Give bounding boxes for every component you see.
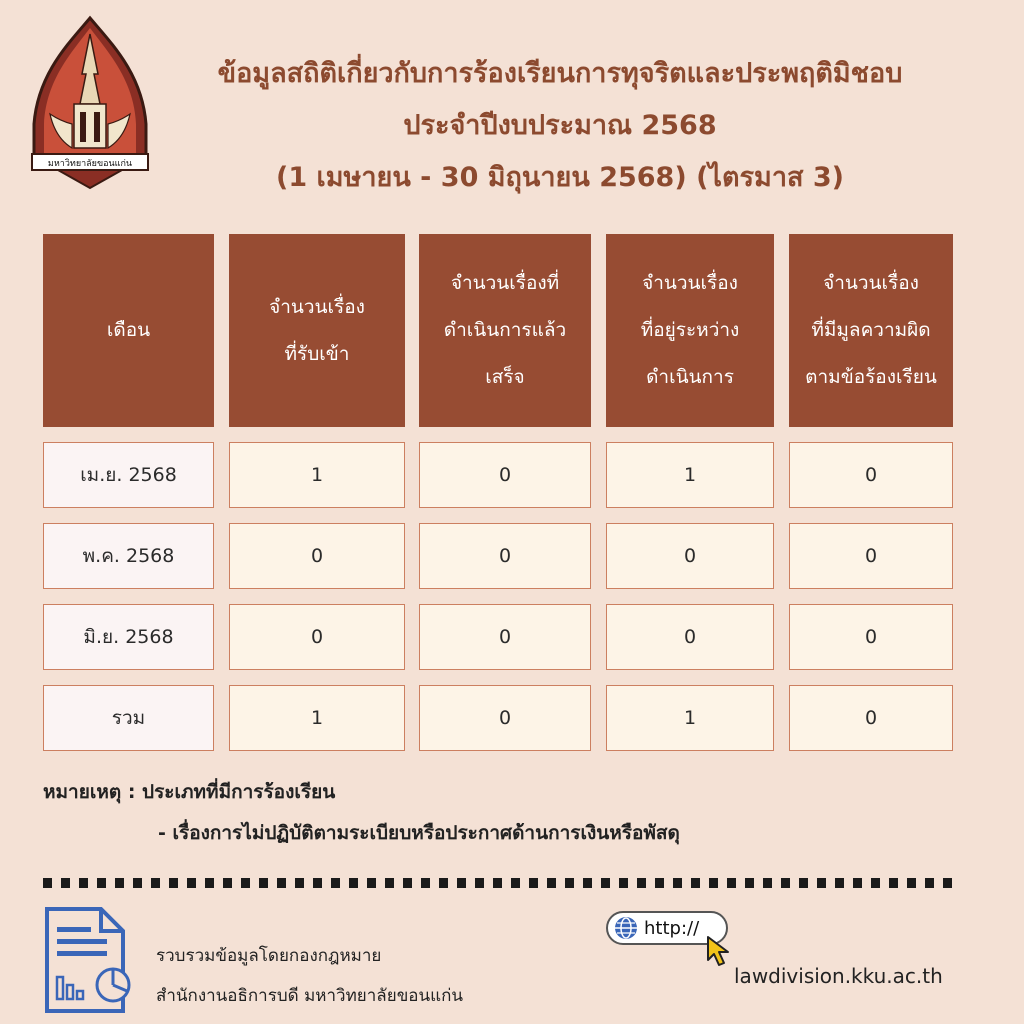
cursor-arrow-icon <box>705 934 735 968</box>
table-cell-completed: 0 <box>419 523 591 589</box>
footer-compiled-by: รวบรวมข้อมูลโดยกองกฎหมาย <box>156 946 382 966</box>
http-text: http:// <box>644 917 700 939</box>
title-line-1: ข้อมูลสถิติเกี่ยวกับการร้องเรียนการทุจริตและประพฤติมิชอบ <box>217 58 903 89</box>
table-cell-total-label: รวม <box>43 685 214 751</box>
footer-office: สำนักงานอธิการบดี มหาวิทยาลัยขอนแก่น <box>156 986 464 1006</box>
header-month: เดือน <box>43 234 214 427</box>
header-in-progress: จำนวนเรื่อง ที่อยู่ระหว่าง ดำเนินการ <box>606 234 774 427</box>
table-cell-in-progress: 0 <box>606 523 774 589</box>
note-item: - เรื่องการไม่ปฏิบัติตามระเบียบหรือประกาศด้านการเงินหรือพัสดุ <box>158 822 680 844</box>
table-cell-total-received: 1 <box>229 685 405 751</box>
globe-icon <box>614 916 638 940</box>
table-cell-total-completed: 0 <box>419 685 591 751</box>
table-cell-substantiated: 0 <box>789 523 953 589</box>
table-cell-completed: 0 <box>419 604 591 670</box>
university-seal-logo <box>28 14 152 190</box>
table-cell-completed: 0 <box>419 442 591 508</box>
table-cell-received: 0 <box>229 523 405 589</box>
page-title <box>170 48 950 204</box>
table-cell-in-progress: 1 <box>606 442 774 508</box>
table-cell-month: มิ.ย. 2568 <box>43 604 214 670</box>
table-cell-month: พ.ค. 2568 <box>43 523 214 589</box>
table-cell-substantiated: 0 <box>789 604 953 670</box>
table-cell-month: เม.ย. 2568 <box>43 442 214 508</box>
table-cell-in-progress: 0 <box>606 604 774 670</box>
logo-caption: มหาวิทยาลัยขอนแก่น <box>47 159 133 169</box>
title-line-2: ประจำปีงบประมาณ 2568 <box>403 110 717 141</box>
table-cell-received: 0 <box>229 604 405 670</box>
dotted-divider <box>43 878 953 888</box>
note-label: หมายเหตุ : ประเภทที่มีการร้องเรียน <box>43 781 336 803</box>
title-line-3: (1 เมษายน - 30 มิถุนายน 2568) (ไตรมาส 3) <box>275 162 844 193</box>
table-cell-received: 1 <box>229 442 405 508</box>
header-received: จำนวนเรื่อง ที่รับเข้า <box>229 234 405 427</box>
table-cell-substantiated: 0 <box>789 442 953 508</box>
header-completed: จำนวนเรื่องที่ ดำเนินการแล้ว เสร็จ <box>419 234 591 427</box>
table-cell-total-in-progress: 1 <box>606 685 774 751</box>
header-substantiated: จำนวนเรื่อง ที่มีมูลความผิด ตามข้อร้องเรียน <box>789 234 953 427</box>
document-chart-icon <box>43 905 133 1015</box>
website-url[interactable]: lawdivision.kku.ac.th <box>734 964 943 988</box>
table-cell-total-substantiated: 0 <box>789 685 953 751</box>
